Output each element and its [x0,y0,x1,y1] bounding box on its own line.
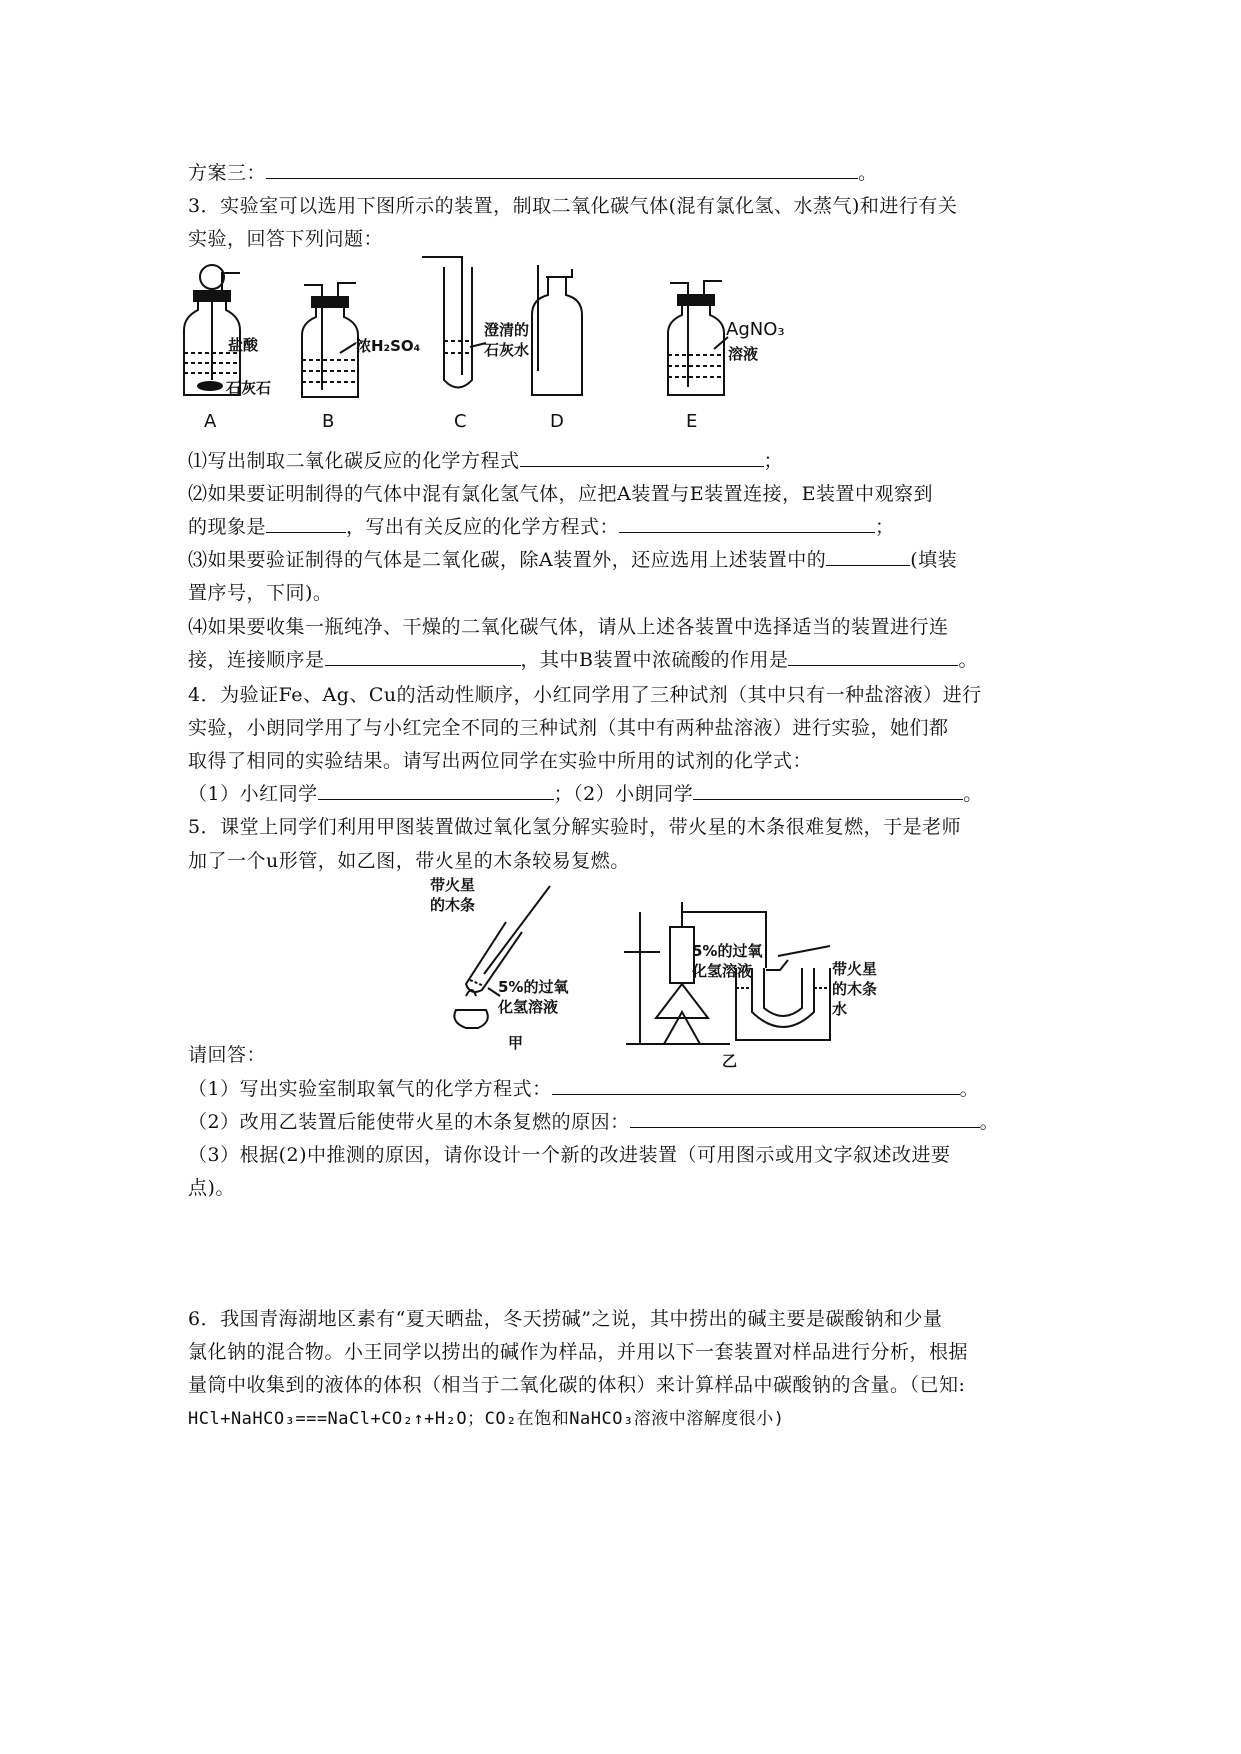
q3-p1-blank[interactable] [520,448,764,467]
q3-apparatus-figure [180,255,880,435]
q3-p2-prefix: 的现象是 [188,516,267,538]
q4-answer-line [188,779,983,806]
q3-p4-order-blank[interactable] [325,647,521,666]
q5-a1 [188,1074,979,1101]
fig-d-caption: D [550,411,564,432]
jia-solution-label-1: 5%的过氧 [498,978,569,996]
q5-a3-line1: （3）根据(2)中推测的原因，请你设计一个新的改进装置（可用图示或用文字叙述改进要 [188,1144,951,1166]
q3-p3-suffix: (填装 [910,549,958,571]
q3-p4-role-blank[interactable] [788,647,958,666]
q3-p3-line1 [188,545,957,572]
jia-splint-label-1: 带火星 [430,876,476,894]
q5-a3-line2: 点)。 [188,1177,235,1199]
q3-p3-blank[interactable] [826,547,910,566]
q4-line2: 实验，小朗同学用了与小红完全不同的三种试剂（其中有两种盐溶液）进行实验，她们都 [188,717,949,739]
yi-water-label: 水 [832,1000,848,1018]
q3-p3-text: ⑶如果要验证制得的气体是二氧化碳，除A装置外，还应选用上述装置中的 [188,549,827,571]
q3-p4-line1: ⑷如果要收集一瓶纯净、干燥的二氧化碳气体，请从上述各装置中选择适当的装置进行连 [188,616,949,638]
q3-p2-middle: ，写出有关反应的化学方程式： [346,516,620,538]
q3-p1 [188,446,783,473]
fig-e-caption: E [686,411,698,432]
yi-caption: 乙 [722,1052,738,1068]
fig-b-reagent-label: 浓H₂SO₄ [356,337,421,355]
plan3-line [188,158,878,185]
q4-xiaolang-blank[interactable] [693,781,963,800]
q5-a2 [188,1107,999,1134]
fig-e-solution-label: 溶液 [728,345,759,363]
q3-p4-middle: ，其中B装置中浓硫酸的作用是 [520,649,789,671]
yi-splint-label-1: 带火星 [832,960,878,978]
q3-p2-equation-blank[interactable] [619,514,875,533]
q4-answer-xiaohong: （1）小红同学 [188,783,318,805]
q5-line2: 加了一个u形管，如乙图，带火星的木条较易复燃。 [188,850,630,872]
q3-p4-end: 。 [958,649,978,671]
q3-p1-end: ； [763,450,784,472]
q5-a2-text: （2）改用乙装置后能使带火星的木条复燃的原因： [188,1111,630,1133]
q3-line2: 实验，回答下列问题： [188,228,384,250]
q6-line4-equation: HCl+NaHCO₃===NaCl+CO₂↑+H₂O；CO₂在饱和NaHCO₃溶液中溶解度很小) [188,1409,785,1429]
q4-xiaohong-blank[interactable] [318,781,554,800]
q4-line3: 取得了相同的实验结果。请写出两位同学在实验中所用的试剂的化学式： [188,750,813,772]
fig-a-caption: A [204,411,217,432]
q3-p2-line1: ⑵如果要证明制得的气体中混有氯化氢气体，应把A装置与E装置连接，E装置中观察到 [188,483,933,505]
fig-a-limestone-label: 石灰石 [226,379,272,397]
q5-apparatus-figure [430,872,900,1068]
plan3-blank[interactable] [266,160,858,179]
fig-b-caption: B [322,411,335,432]
fig-c-limewater-bottom: 石灰水 [484,341,530,359]
q5-a2-end: 。 [979,1111,1000,1133]
fig-a-hcl-label: 盐酸 [228,336,259,354]
plan3-label: 方案三： [188,162,267,184]
q3-p2-end: ； [875,516,895,538]
q3-p3-line2: 置序号，下同)。 [188,582,333,604]
q5-a1-text: （1）写出实验室制取氧气的化学方程式： [188,1078,552,1100]
fig-c-caption: C [454,411,467,432]
q5-line1: 5．课堂上同学们利用甲图装置做过氧化氢分解实验时，带火星的木条很难复燃，于是老师 [188,816,962,838]
fig-c-limewater-top: 澄清的 [484,321,530,339]
q4-line1: 4．为验证Fe、Ag、Cu的活动性顺序，小红同学用了三种试剂（其中只有一种盐溶液）进行 [188,684,982,706]
q4-answer-end: 。 [963,783,983,805]
q5-answer-prompt: 请回答： [188,1044,267,1066]
q3-line1: 3．实验室可以选用下图所示的装置，制取二氧化碳气体(混有氯化氢、水蒸气)和进行有关 [188,195,958,217]
q6-line1: 6．我国青海湖地区素有“夏天晒盐，冬天捞碱”之说，其中捞出的碱主要是碳酸钠和少量 [188,1308,943,1330]
fig-e-agno3-label: AgNO₃ [726,319,785,340]
yi-splint-label-2: 的木条 [832,980,878,998]
q5-a1-end: 。 [959,1078,980,1100]
yi-solution-label-2: 化氢溶液 [692,962,753,980]
q4-answer-xiaolang: ；（2）小朗同学 [553,783,694,805]
q3-p2-line2 [188,512,895,539]
yi-solution-label-1: 5%的过氧 [692,942,763,960]
q3-p4-line2 [188,645,978,672]
q3-p2-phenomenon-blank[interactable] [266,514,346,533]
jia-caption: 甲 [508,1034,524,1052]
q3-p1-text: ⑴写出制取二氧化碳反应的化学方程式 [188,450,520,472]
q6-line2: 氯化钠的混合物。小王同学以捞出的碱作为样品，并用以下一套装置对样品进行分析，根据 [188,1341,969,1363]
q5-a1-blank[interactable] [552,1076,960,1095]
q3-p4-prefix: 接，连接顺序是 [188,649,325,671]
q6-line3: 量筒中收集到的液体的体积（相当于二氧化碳的体积）来计算样品中碳酸钠的含量。（已知: [188,1374,966,1396]
jia-splint-label-2: 的木条 [430,896,476,914]
plan3-end: 。 [858,162,878,184]
jia-solution-label-2: 化氢溶液 [498,998,559,1016]
q5-a2-blank[interactable] [630,1109,980,1128]
